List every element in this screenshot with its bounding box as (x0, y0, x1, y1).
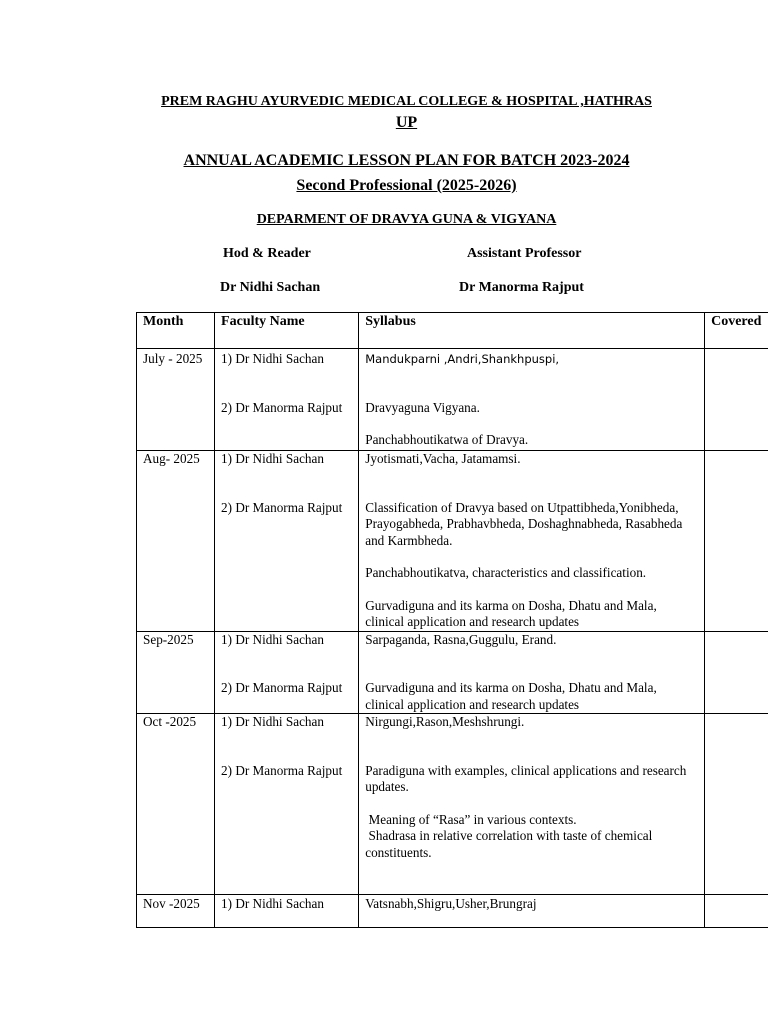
month-cell: Sep-2025 (137, 631, 215, 714)
syllabus-line: Shadrasa in relative correlation with taste of chemical constituents. (365, 828, 656, 860)
syllabus-line: Nirgungi,Rason,Meshshrungi. (365, 714, 525, 729)
table-row (137, 349, 768, 451)
month-cell: July - 2025 (137, 349, 215, 451)
faculty-1: 1) Dr Nidhi Sachan (221, 351, 324, 366)
faculty-2: 2) Dr Manorma Rajput (221, 762, 343, 778)
asst-name: Dr Manorma Rajput (459, 280, 584, 295)
professional-year: Second Professional (2025-2026) (296, 177, 517, 194)
covered-cell (705, 714, 768, 895)
faculty-1: 1) Dr Nidhi Sachan (221, 451, 324, 466)
covered-cell (705, 895, 768, 928)
covered-cell (705, 451, 768, 632)
col-header-covered: Covered (705, 313, 768, 349)
syllabus-cell (359, 714, 705, 895)
college-state: UP (395, 114, 418, 131)
syllabus-line: Gurvadiguna and its karma on Dosha, Dhatu and Mala, clinical application and research updates (365, 680, 657, 712)
col-header-month: Month (137, 313, 215, 349)
syllabus-line: Paradiguna with examples, clinical applications and research updates. (365, 762, 687, 794)
syllabus-line: Sarpaganda, Rasna,Guggulu, Erand. (365, 631, 557, 647)
hod-title: Hod & Reader (223, 246, 311, 261)
syllabus-line: Gurvadiguna and its karma on Dosha, Dhatu and Mala, clinical application and research updates (365, 597, 657, 629)
faculty-cell (215, 451, 359, 632)
month-cell: Aug- 2025 (137, 451, 215, 632)
faculty-2: 2) Dr Manorma Rajput (221, 680, 343, 695)
faculty-1: 1) Dr Nidhi Sachan (221, 896, 324, 911)
syllabus-cell (359, 349, 705, 451)
faculty-cell (215, 714, 359, 895)
table-row (137, 631, 768, 714)
asst-title: Assistant Professor (467, 246, 582, 261)
faculty-cell (215, 895, 359, 928)
syllabus-cell (359, 631, 705, 714)
covered-cell (705, 631, 768, 714)
covered-cell (705, 349, 768, 451)
faculty-cell (215, 349, 359, 451)
syllabus-line: Meaning of “Rasa” in various contexts. (365, 811, 577, 827)
table-header-row (137, 313, 768, 349)
syllabus-line: Classification of Dravya based on Utpattibheda,Yonibheda, Prayogabheda, Prabhavbheda, Doshaghnabheda, Rasabheda and Karmbheda. (365, 499, 683, 548)
col-header-syllabus: Syllabus (359, 313, 705, 349)
department-title: DEPARMENT OF DRAVYA GUNA & VIGYANA (256, 212, 557, 227)
month-cell: Nov -2025 (137, 895, 215, 928)
table-row (137, 895, 768, 928)
syllabus-line: Panchabhoutikatva, characteristics and classification. (365, 565, 647, 580)
college-name: PREM RAGHU AYURVEDIC MEDICAL COLLEGE & HOSPITAL ,HATHRAS (161, 94, 652, 109)
month-cell: Oct -2025 (137, 714, 215, 895)
lesson-plan-table (136, 312, 768, 928)
syllabus-line: Dravyaguna Vigyana. (365, 399, 480, 415)
syllabus-line: Mandukparni ,Andri,Shankhpuspi, (365, 352, 560, 366)
syllabus-cell (359, 451, 705, 632)
col-header-faculty: Faculty Name (215, 313, 359, 349)
table-row (137, 451, 768, 632)
plan-title: ANNUAL ACADEMIC LESSON PLAN FOR BATCH 2023-2024 (183, 152, 630, 169)
faculty-1: 1) Dr Nidhi Sachan (221, 714, 324, 729)
syllabus-line: Vatsnabh,Shigru,Usher,Brungraj (365, 896, 537, 911)
syllabus-line: Jyotismati,Vacha, Jatamamsi. (365, 451, 521, 466)
syllabus-line: Panchabhoutikatwa of Dravya. (365, 432, 529, 447)
table-row (137, 714, 768, 895)
syllabus-cell (359, 895, 705, 928)
faculty-2: 2) Dr Manorma Rajput (221, 499, 343, 515)
faculty-2: 2) Dr Manorma Rajput (221, 399, 343, 415)
faculty-1: 1) Dr Nidhi Sachan (221, 631, 324, 647)
faculty-cell (215, 631, 359, 714)
hod-name: Dr Nidhi Sachan (220, 280, 321, 295)
